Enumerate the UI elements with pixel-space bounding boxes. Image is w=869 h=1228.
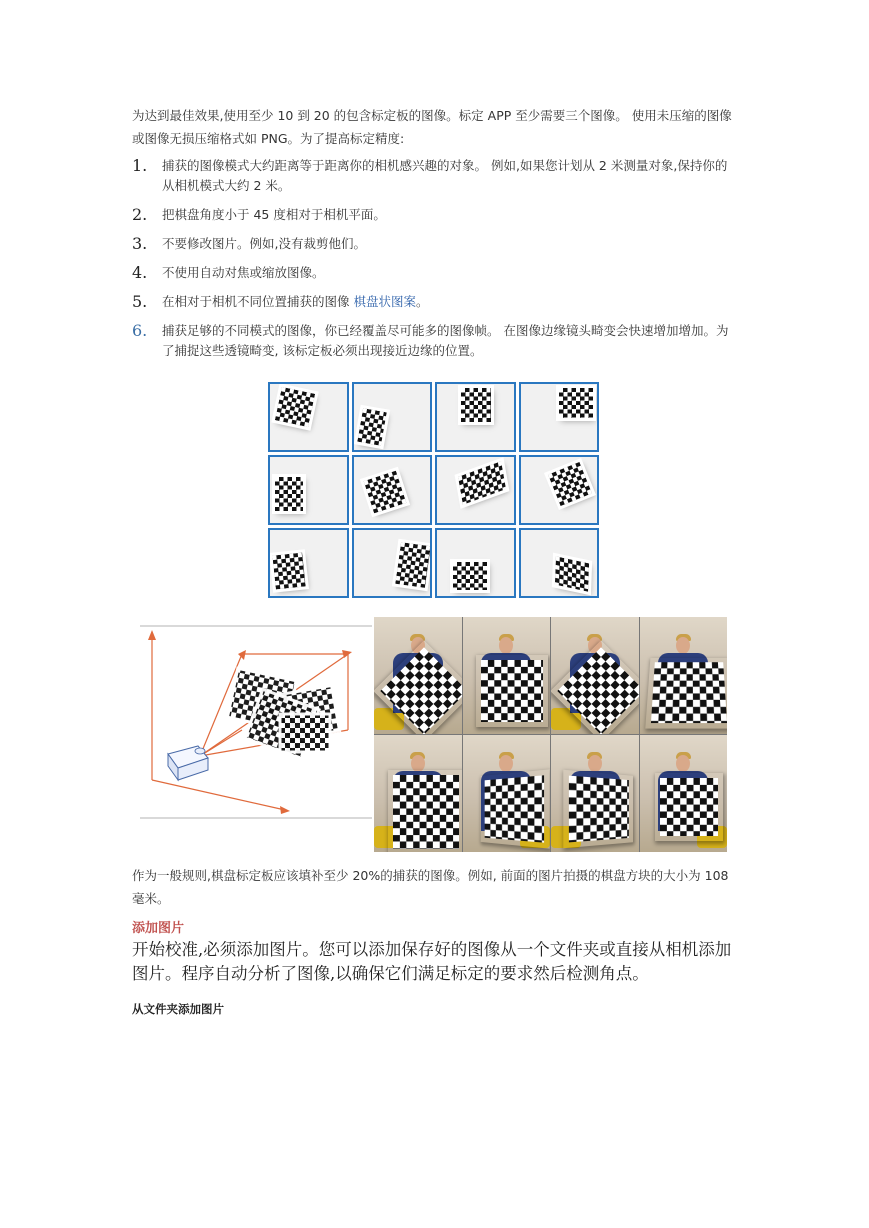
calibration-photo	[374, 735, 462, 852]
figure-cell	[435, 528, 516, 598]
list-item	[132, 205, 738, 225]
calibration-photo	[374, 617, 462, 734]
checkerboard-image	[395, 542, 431, 588]
add-images-paragraph: 开始校准,必须添加图片。您可以添加保存好的图像从一个文件夹或直接从相机添加图片。程序自动分析了图像,以确保它们满足标定的要求然后检测角点。	[132, 940, 732, 983]
list-number: 1.	[132, 156, 148, 175]
list-item	[132, 156, 738, 196]
calibration-photo	[551, 617, 639, 734]
calibration-photo	[640, 735, 728, 852]
checkerboard-image	[363, 471, 406, 514]
checkerboard-image	[458, 461, 506, 505]
checkerboard-image	[357, 408, 387, 446]
checkerboard-photos-collage	[374, 617, 727, 852]
figure-cell	[519, 455, 600, 525]
list-number: 4.	[132, 263, 148, 282]
list-number: 6.	[132, 321, 148, 340]
camera-icon	[168, 746, 208, 780]
checkerboard-image	[547, 462, 591, 506]
list-text: 捕获的图像模式大约距离等于距离你的相机感兴趣的对象。 例如,如果您计划从 2 米测量对象,保持你的从相机模式大约 2 米。	[162, 158, 728, 193]
figure-cell	[268, 382, 349, 452]
figure-cell	[352, 455, 433, 525]
checkerboard-image	[554, 556, 588, 591]
figure-cell	[435, 455, 516, 525]
checkerboard-image	[275, 387, 315, 427]
figure-cell	[519, 528, 600, 598]
calibration-photo	[463, 735, 551, 852]
list-item	[132, 234, 738, 254]
checkerboard-image	[461, 388, 491, 422]
list-number: 2.	[132, 205, 148, 224]
page-content	[132, 104, 738, 370]
figure-cell	[352, 528, 433, 598]
list-text: 把棋盘角度小于 45 度相对于相机平面。	[162, 207, 386, 222]
list-text-tail: 。	[416, 294, 429, 309]
list-text: 捕获足够的不同模式的图像，你已经覆盖尽可能多的图像帧。 在图像边缘镜头畸变会快速增加增加。为了捕捉这些透镜畸变, 该标定板必须出现接近边缘的位置。	[162, 323, 729, 358]
subheading-from-folder: 从文件夹添加图片	[132, 1002, 224, 1016]
tips-list	[132, 156, 738, 361]
list-item	[132, 292, 738, 312]
list-text: 不要修改图片。例如,没有裁剪他们。	[162, 236, 366, 251]
section-heading-add-images: 添加图片	[132, 921, 185, 936]
list-text: 不使用自动对焦或缩放图像。	[162, 265, 325, 280]
calibration-photo	[551, 735, 639, 852]
checkerboard-image	[272, 553, 305, 590]
list-number: 5.	[132, 292, 148, 311]
checkerboard-image	[275, 477, 303, 511]
list-text: 在相对于相机不同位置捕获的图像	[162, 294, 354, 309]
checkerboard-stack	[227, 668, 339, 758]
checkerboard-pattern-link[interactable]: 棋盘状图案	[353, 294, 416, 309]
figure-cell	[519, 382, 600, 452]
figure-cell	[268, 528, 349, 598]
checkerboard-image	[559, 388, 593, 418]
figure-cell	[352, 382, 433, 452]
calibration-photo	[463, 617, 551, 734]
checkerboard-positions-figure	[268, 382, 599, 598]
list-item	[132, 263, 738, 283]
list-number: 3.	[132, 234, 148, 253]
checkerboard-image	[453, 562, 487, 590]
list-item	[132, 321, 738, 361]
figure-cell	[268, 455, 349, 525]
camera-view-diagram	[140, 618, 372, 820]
calibration-photo	[640, 617, 728, 734]
intro-paragraph: 为达到最佳效果,使用至少 10 到 20 的包含标定板的图像。标定 APP 至少需要三个图像。 使用未压缩的图像或图像无损压缩格式如 PNG。为了提高标定精度:	[132, 108, 732, 146]
rule-paragraph: 作为一般规则,棋盘标定板应该填补至少 20%的捕获的图像。例如, 前面的图片拍摄的棋盘方块的大小为 108 毫米。	[132, 868, 729, 906]
figure-cell	[435, 382, 516, 452]
